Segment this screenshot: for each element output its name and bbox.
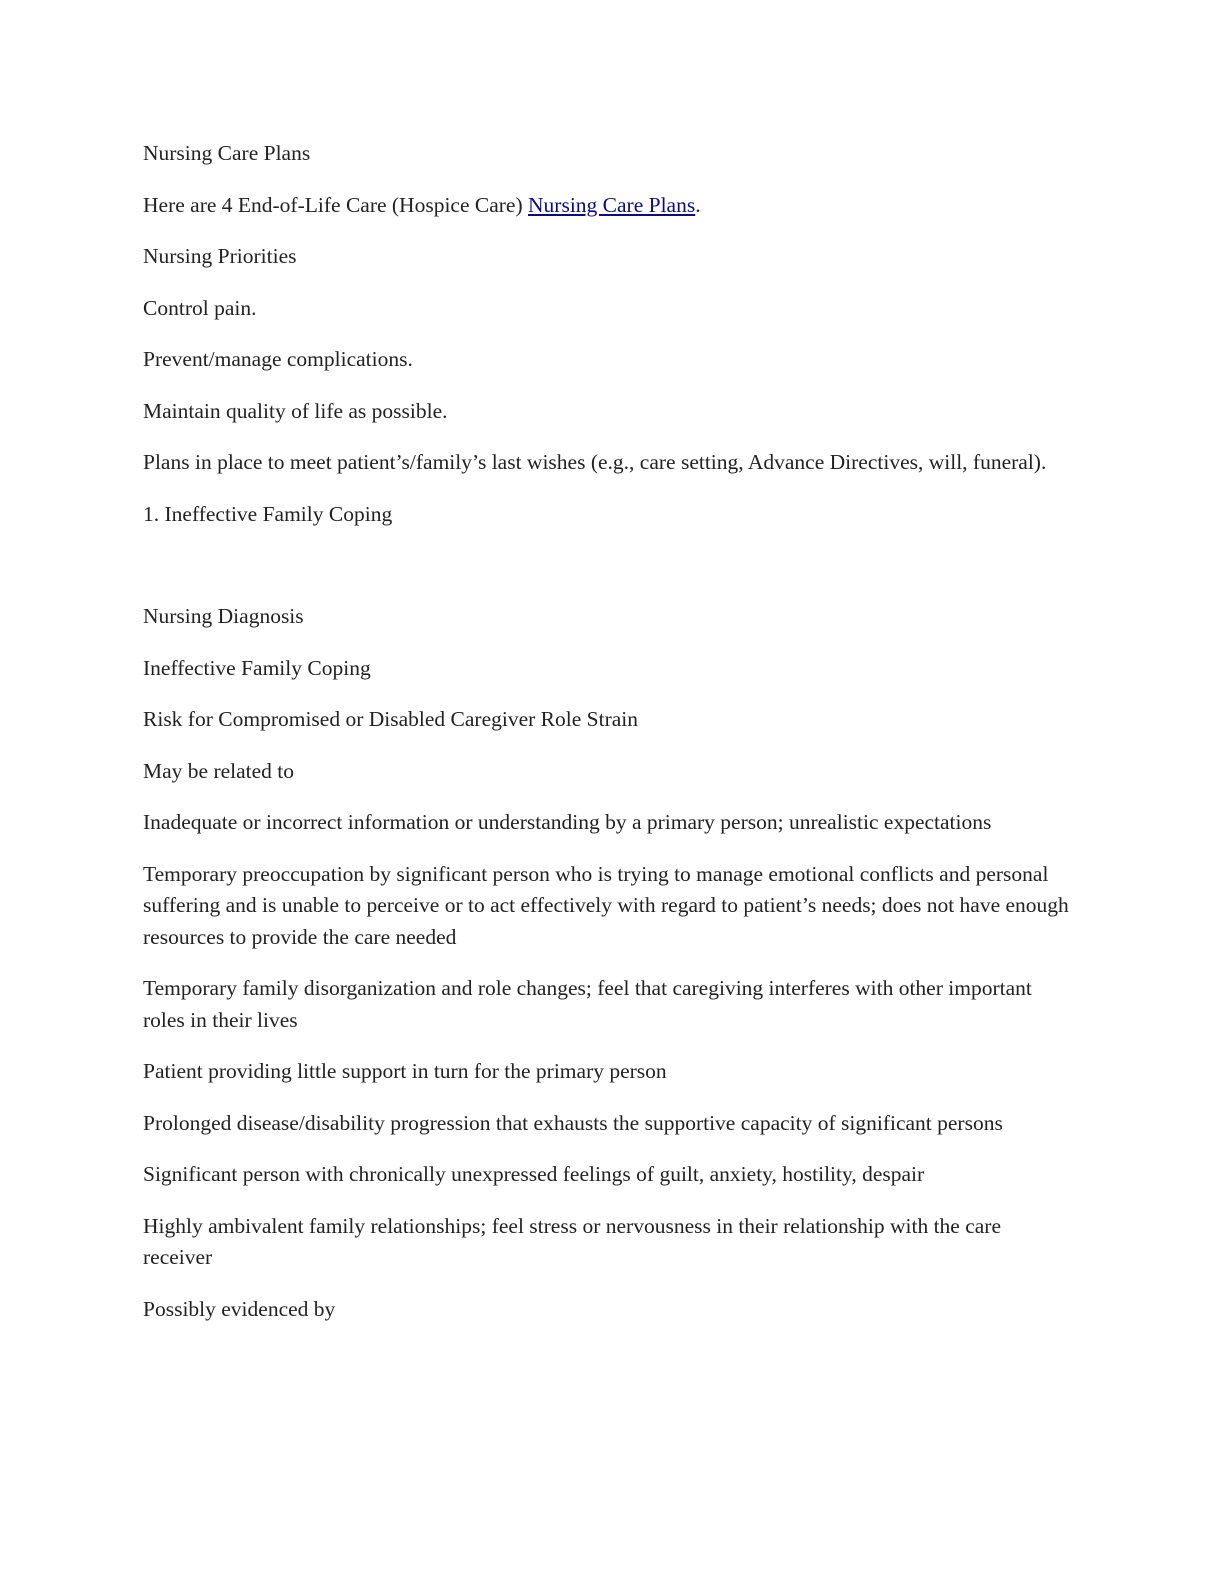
related-item: Inadequate or incorrect information or understanding by a primary person; unrealistic expectations: [143, 810, 992, 834]
diagnosis-heading: Nursing Diagnosis: [143, 604, 304, 628]
priority-item: Control pain.: [143, 295, 257, 320]
related-item: Highly ambivalent family relationships; feel stress or nervousness in their relationship with the care receiver: [143, 1213, 1001, 1269]
related-item: Prolonged disease/disability progression that exhausts the supportive capacity of significant persons: [143, 1110, 1003, 1135]
diagnosis-item: Risk for Compromised or Disabled Caregiver Role Strain: [143, 707, 639, 731]
priority-item: Plans in place to meet patient’s/family’s last wishes (e.g., care setting, Advance Directives, will, funeral).: [143, 450, 1047, 474]
document-page: [143, 138, 1073, 1345]
intro-paragraph: [143, 190, 1073, 222]
intro-period: .: [695, 192, 701, 217]
related-item: Temporary family disorganization and role changes; feel that caregiving interferes with other important roles in their lives: [143, 976, 1032, 1032]
related-item: Significant person with chronically unexpressed feelings of guilt, anxiety, hostility, despair: [143, 1162, 925, 1186]
section-heading: 1. Ineffective Family Coping: [143, 501, 393, 526]
intro-text: Here are 4 End-of-Life Care (Hospice Care): [143, 192, 529, 217]
document-title: Nursing Care Plans: [143, 141, 311, 165]
priority-item: Maintain quality of life as possible.: [143, 398, 448, 423]
priorities-heading: Nursing Priorities: [143, 244, 297, 268]
nursing-care-plans-link[interactable]: Nursing Care Plans: [528, 192, 696, 217]
diagnosis-item: Ineffective Family Coping: [143, 655, 371, 680]
related-item: Temporary preoccupation by significant person who is trying to manage emotional conflicts and personal suffering and is unable to perceive or to act effectively with regard to patient’s needs; does not have enough resources to provide the care needed: [143, 861, 1069, 949]
evidenced-heading: Possibly evidenced by: [143, 1296, 336, 1321]
related-heading: May be related to: [143, 758, 295, 783]
related-item: Patient providing little support in turn for the primary person: [143, 1059, 667, 1083]
priority-item: Prevent/manage complications.: [143, 347, 413, 371]
